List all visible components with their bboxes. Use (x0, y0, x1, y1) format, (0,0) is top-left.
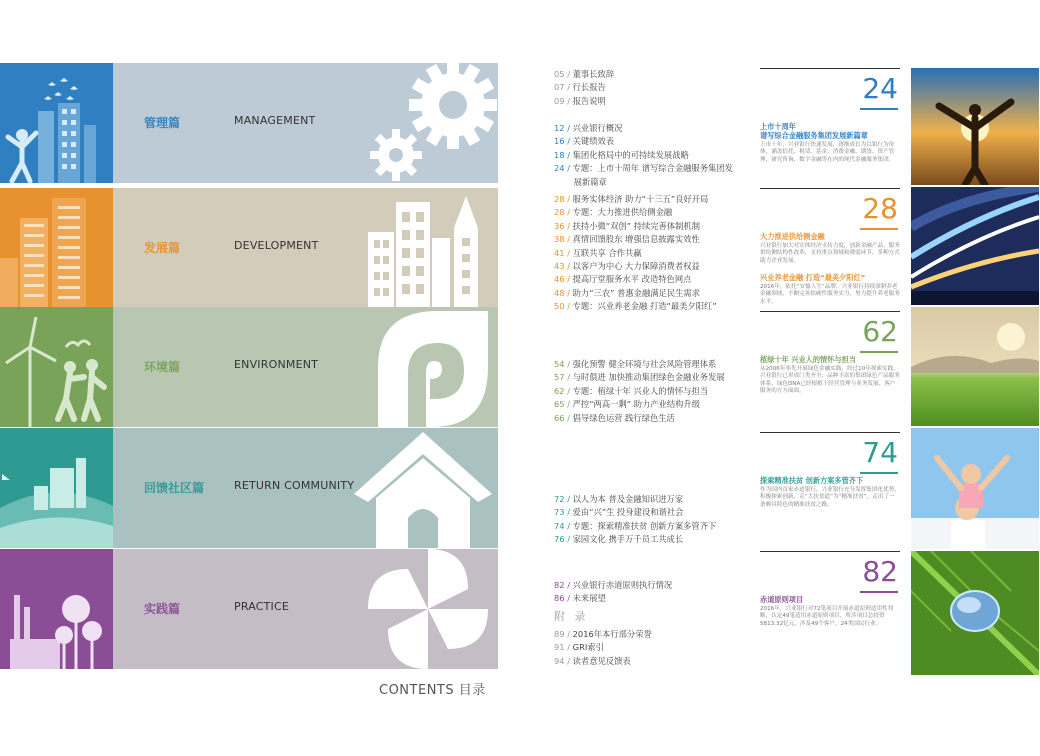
toc-entry[interactable] (554, 358, 725, 371)
toc-entry-title: GRI索引 (570, 642, 604, 653)
toc-entry[interactable] (554, 273, 717, 286)
toc-entry[interactable] (554, 81, 614, 94)
leaf-logo-icon (368, 307, 498, 427)
feature-page-number: 62 (862, 315, 898, 348)
feature-description: 上市十年，兴业银行快速发展，逐渐成长为以银行为母体，涵盖信托、租赁、基金、消费金融、期货、资产管理、研究咨询、数字金融等在内的现代金融服务集团。 (760, 142, 895, 163)
section-title-en: ENVIRONMENT (234, 358, 319, 371)
feature-description: 作为国内首家赤道银行，兴业银行充分发挥集团化优势，积极探索创新，走“大扶贫道”为“精准扶贫”，走出了一条颇具特色的精准扶贫之路。 (760, 487, 900, 508)
toc-entry-title: 服务实体经济 助力“十三五”良好开局 (570, 194, 709, 204)
toc-page-number: 41 / (554, 247, 570, 258)
toc-page-number: 94 / (554, 655, 570, 666)
toc-group-1 (554, 68, 614, 108)
toc-group-5 (554, 493, 716, 547)
feature-page-number: 28 (862, 192, 898, 225)
toc-page-number: 24 / (554, 163, 570, 174)
section-title-cn: 管理篇 (144, 116, 181, 130)
feature-description: 2016年，兴业银行对72笔项目开展赤道原则适用性判断，认定49笔适用赤道原则项目，所涉项目总投资5813.32亿元，涉及49个客户，24类国民行业。 (760, 606, 894, 627)
house-icon (348, 428, 498, 548)
toc-page-number: 38 / (554, 234, 570, 245)
feature-subtitle: 兴业养老金融 打造“最美夕阳红” (760, 273, 866, 282)
toc-entry[interactable] (554, 592, 672, 605)
toc-entry[interactable] (554, 506, 716, 519)
section-label-block (113, 63, 498, 183)
toc-entry[interactable] (554, 371, 725, 384)
toc-page-number: 89 / (554, 629, 570, 639)
toc-entry[interactable] (554, 95, 614, 108)
toc-page-number: 65 / (554, 399, 570, 410)
feature-number-underline (860, 351, 898, 353)
toc-entry[interactable] (554, 220, 717, 233)
city-buildings-icon (0, 188, 113, 308)
toc-page-number: 48 / (554, 287, 570, 298)
toc-entry[interactable] (554, 579, 672, 592)
feature-top-rule (760, 68, 900, 69)
toc-entry[interactable] (554, 233, 717, 246)
toc-page-number: 76 / (554, 534, 570, 545)
toc-group-6 (554, 579, 672, 606)
highway-light-trails-photo (911, 187, 1039, 305)
toc-entry-title: 行长报告 (570, 82, 606, 93)
toc-entry-title: 未来展望 (570, 593, 606, 604)
feature-top-rule (760, 311, 900, 312)
toc-page-number: 62 / (554, 385, 570, 396)
toc-page-number: 46 / (554, 274, 570, 285)
feature-page-number: 82 (862, 555, 898, 588)
section-label-block (113, 307, 498, 427)
toc-group-7 (554, 628, 652, 668)
toc-page-number: 28 / (554, 207, 570, 218)
toc-entry-title: 专题：上市十周年 谱写综合金融服务集团发 (570, 163, 733, 174)
appendix-heading: 附 录 (554, 610, 589, 623)
community-hill-icon (0, 428, 113, 548)
section-label-block (113, 549, 498, 669)
section-title-en: MANAGEMENT (234, 114, 316, 127)
toc-entry[interactable] (554, 300, 717, 313)
toc-page-number: 57 / (554, 372, 570, 383)
toc-entry[interactable] (554, 412, 725, 425)
toc-entry-title: 关键绩效表 (570, 136, 615, 147)
section-band[interactable] (0, 63, 498, 183)
father-child-photo (911, 428, 1039, 549)
toc-entry-title: 以人为本 普及金融知识进万家 (570, 494, 684, 504)
toc-entry-title: 助力“三农” 普惠金融满足民生需求 (570, 287, 701, 298)
toc-entry[interactable] (554, 287, 717, 300)
feature-description: 兴业银行加大对实体经济支持力度，创新金融产品，服务供给侧结构性改革，支持重点领域和薄弱环节，多种方式助力企业发展。 (760, 243, 900, 264)
section-title-cn: 发展篇 (144, 241, 181, 255)
feature-number-underline (860, 591, 898, 593)
section-title-cn: 环境篇 (144, 360, 181, 374)
toc-entry-title: 真情回馈股东 增强信息披露实效性 (570, 234, 700, 245)
toc-page-number: 50 / (554, 301, 570, 312)
toc-group-4 (554, 358, 725, 425)
section-band[interactable] (0, 549, 498, 669)
toc-page-number: 18 / (554, 149, 570, 160)
toc-group-2 (554, 122, 733, 189)
toc-page-number: 82 / (554, 580, 570, 590)
feature-title: 赤道原则项目 (760, 595, 804, 604)
toc-entry[interactable] (554, 135, 733, 148)
toc-entry-title: 爱由“兴”生 投身建设和谐社会 (570, 507, 684, 518)
toc-entry-title: 专题：兴业养老金融 打造“最美夕阳红” (570, 301, 717, 312)
toc-page-number: 91 / (554, 642, 570, 653)
toc-page-number: 73 / (554, 507, 570, 518)
feature-block[interactable] (760, 551, 900, 666)
toc-entry[interactable] (554, 398, 725, 411)
factory-trees-icon (0, 549, 113, 669)
toc-page-number: 07 / (554, 82, 570, 93)
toc-page-number: 43 / (554, 261, 570, 272)
feature-title: 探索精准扶贫 创新方案多管齐下 (760, 476, 864, 485)
toc-entry-title: 扶持小微“双创” 持续完善体制机制 (570, 220, 701, 231)
toc-entry-title: 倡导绿色运营 践行绿色生活 (570, 412, 675, 423)
toc-entry-title: 家园文化 携手万千员工共成长 (570, 534, 684, 545)
toc-entry-title: 展新篇章 (571, 176, 607, 187)
toc-page-number: 72 / (554, 494, 570, 504)
feature-block[interactable] (760, 188, 900, 303)
toc-entry[interactable] (554, 193, 717, 206)
section-label-block (113, 428, 498, 548)
feature-subdescription: 2016年，依托“安愉人生”品牌，兴业银行持续深耕养老金融领域，不断完善软硬件服务实力，努力提升养老服务水平。 (760, 284, 900, 305)
toc-entry[interactable] (554, 176, 733, 189)
toc-entry[interactable] (554, 260, 717, 273)
feature-description: 从2006年率先开展绿色金融实践，经过10年探索实践，兴业银行已形成门类齐全、品种丰富的集团绿色产品服务体系，绿色DNA已经根植于经营管理与业务发展、客户服务的方方面面。 (760, 366, 900, 395)
section-title-cn: 实践篇 (144, 602, 181, 616)
children-city-icon (0, 63, 113, 183)
toc-entry-title: 专题：植绿十年 兴业人的情怀与担当 (570, 385, 709, 396)
toc-entry-title: 集团化格局中的可持续发展战略 (570, 149, 689, 160)
feature-title: 上市十周年 谱写综合金融服务集团发展新篇章 (760, 122, 868, 140)
section-band[interactable] (0, 428, 498, 548)
section-label-block (113, 188, 498, 308)
toc-entry[interactable] (554, 68, 614, 81)
toc-entry-title: 专题：探索精准扶贫 创新方案多管齐下 (570, 520, 717, 531)
man-arms-sunset-photo (911, 68, 1039, 185)
toc-page-number: 36 / (554, 220, 570, 231)
feature-block[interactable] (760, 432, 900, 547)
toc-entry[interactable] (554, 122, 733, 135)
toc-entry-title: 互联共享 合作共赢 (570, 247, 642, 258)
toc-page-number: 66 / (554, 412, 570, 423)
toc-entry[interactable] (554, 641, 652, 654)
feature-number-underline (860, 472, 898, 474)
section-title-cn: 回馈社区篇 (144, 481, 205, 495)
skyline-icon (368, 188, 498, 308)
toc-entry-title: 严控“两高一剩” 助力产业结构升级 (570, 399, 701, 410)
feature-number-underline (860, 228, 898, 230)
toc-entry[interactable] (554, 162, 733, 175)
toc-entry[interactable] (554, 385, 725, 398)
toc-entry[interactable] (554, 533, 716, 546)
earth-leaf-droplet-photo (911, 551, 1039, 675)
feature-top-rule (760, 432, 900, 433)
toc-page-number: 12 / (554, 123, 570, 133)
toc-entry-title: 报告说明 (570, 95, 606, 106)
section-title-en: DEVELOPMENT (234, 239, 319, 252)
toc-page-number: 28 / (554, 194, 570, 204)
feature-title: 大力推进供给侧金融 (760, 232, 825, 241)
toc-entry-title: 强化预警 健全环境与社会风险管理体系 (570, 359, 717, 369)
feature-title: 植绿十年 兴业人的情怀与担当 (760, 355, 856, 364)
section-title-en: RETURN COMMUNITY (234, 479, 355, 492)
toc-entry-title: 兴业银行概况 (570, 123, 623, 133)
toc-entry-title: 以客户为中心 大力保障消费者权益 (570, 261, 700, 272)
toc-entry-title: 提高厅堂服务水平 改造特色网点 (570, 274, 692, 285)
toc-entry-title: 专题：大力推进供给侧金融 (570, 207, 673, 218)
toc-page-number: 74 / (554, 520, 570, 531)
toc-page-number: 54 / (554, 359, 570, 369)
feature-number-underline (860, 108, 898, 110)
toc-entry[interactable] (554, 628, 652, 641)
toc-entry[interactable] (554, 520, 716, 533)
toc-entry[interactable] (554, 149, 733, 162)
toc-group-3 (554, 193, 717, 314)
pinwheel-icon (368, 549, 498, 669)
toc-entry-title: 读者意见反馈表 (570, 655, 631, 666)
feature-page-number: 74 (862, 436, 898, 469)
toc-page-number: 05 / (554, 69, 570, 79)
toc-entry[interactable] (554, 247, 717, 260)
toc-entry-title: 兴业银行赤道原则执行情况 (570, 580, 673, 590)
grass-sunlight-photo (911, 307, 1039, 426)
toc-entry[interactable] (554, 206, 717, 219)
toc-entry-title: 2016年本行部分荣誉 (570, 629, 652, 639)
toc-entry-title: 董事长致辞 (570, 69, 615, 79)
toc-entry[interactable] (554, 655, 652, 668)
toc-page-number: 86 / (554, 593, 570, 604)
section-band[interactable] (0, 307, 498, 427)
feature-top-rule (760, 551, 900, 552)
gears-icon (298, 63, 498, 183)
windmill-children-icon (0, 307, 113, 427)
section-band[interactable] (0, 188, 498, 308)
section-title-en: PRACTICE (234, 600, 290, 613)
toc-page-number: 16 / (554, 136, 570, 147)
feature-block[interactable] (760, 311, 900, 426)
feature-block[interactable] (760, 68, 900, 183)
toc-page-number: 09 / (554, 95, 570, 106)
toc-entry[interactable] (554, 493, 716, 506)
contents-title: CONTENTS 目录 (379, 683, 486, 698)
feature-page-number: 24 (862, 72, 898, 105)
feature-top-rule (760, 188, 900, 189)
toc-entry-title: 与时俱进 加快推动集团绿色金融业务发展 (570, 372, 725, 383)
